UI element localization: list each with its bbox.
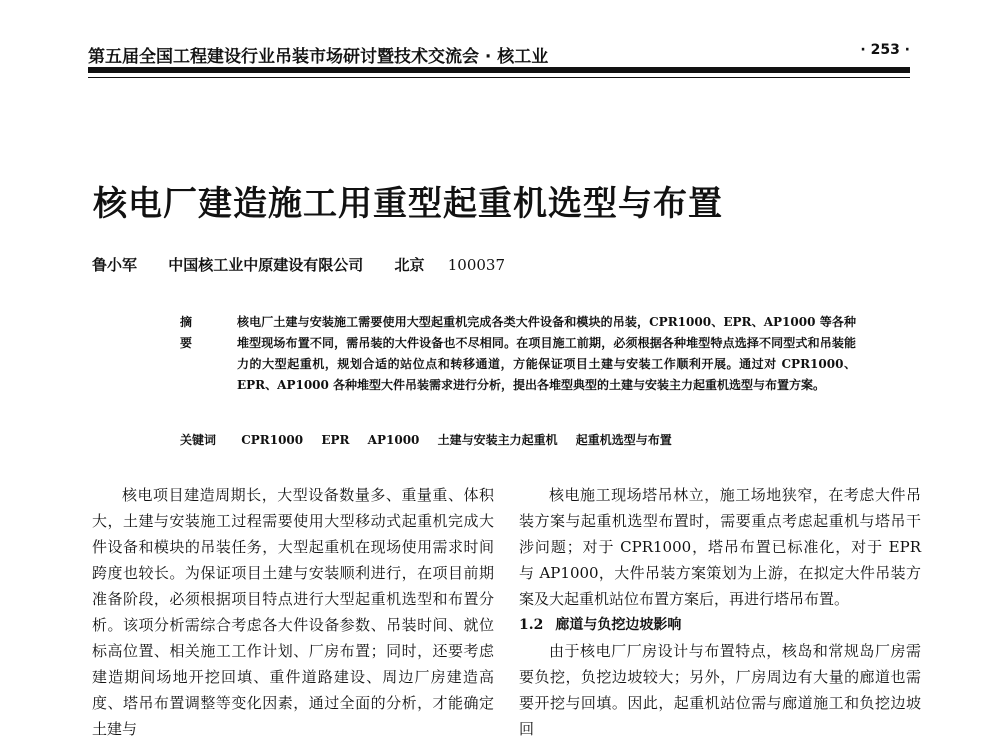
abstract [180, 312, 856, 396]
author-organization: 中国核工业中原建设有限公司 [168, 256, 364, 274]
section-heading-text: 廊道与负挖边坡影响 [555, 617, 682, 633]
keyword: 起重机选型与布置 [575, 433, 672, 447]
running-title: 第五届全国工程建设行业吊装市场研讨暨技术交流会 · 核工业 [88, 47, 549, 67]
article-title: 核电厂建造施工用重型起重机选型与布置 [93, 184, 723, 224]
keyword: AP1000 [367, 433, 420, 447]
author-name: 鲁小军 [92, 256, 138, 274]
running-header [88, 42, 910, 66]
keyword: CPR1000 [241, 433, 304, 447]
header-rule-thick [88, 67, 910, 73]
keywords [180, 431, 686, 448]
keyword: 土建与安装主力起重机 [437, 433, 558, 447]
body-paragraph: 核电施工现场塔吊林立，施工场地狭窄，在考虑大件吊装方案与起重机选型布置时，需要重点考虑起重机与塔吊干涉问题；对于 CPR1000，塔吊布置已标准化，对于 EPR 与 AP1000，大件吊装方案策划为上游，在拟定大件吊装方案及大起重机站位布置方案后，再进行塔吊布置。 [519, 486, 921, 608]
abstract-text: 核电厂土建与安装施工需要使用大型起重机完成各类大件设备和模块的吊装，CPR1000、EPR、AP1000 等各种堆型现场布置不同，需吊装的大件设备也不尽相同。在项目施工前期，必须根据各种堆型特点选择不同型式和吊装能力的大型起重机，规划合适的站位点和转移通道，方能保证项目土建与安装工作顺利开展。通过对 CPR1000、EPR、AP1000 各种堆型大件吊装需求进行分析，提出各堆型典型的土建与安装主力起重机选型与布置方案。 [237, 315, 856, 392]
body-column-right [519, 482, 921, 742]
author-city: 北京 [394, 256, 425, 274]
section-heading [519, 612, 921, 638]
abstract-label: 摘 要 [180, 315, 201, 350]
byline [92, 254, 505, 275]
keyword: EPR [321, 433, 350, 447]
page-number: · 253 · [860, 42, 910, 58]
body-paragraph: 核电项目建造周期长，大型设备数量多、重量重、体积大，土建与安装施工过程需要使用大型移动式起重机完成大件设备和模块的吊装任务，大型起重机在现场使用需求时间跨度也较长。为保证项目土建与安装顺利进行，在项目前期准备阶段，必须根据项目特点进行大型起重机选型和布置分析。该项分析需综合考虑各大件设备参数、吊装时间、就位标高位置、相关施工工作计划、厂房布置；同时，还要考虑建造期间场地开挖回填、重件道路建设、周边厂房建造高度、塔吊布置调整等变化因素，通过全面的分析，才能确定土建与 [92, 486, 494, 738]
keywords-label: 关键词 [180, 433, 217, 447]
postal-code: 100037 [447, 256, 506, 274]
section-number: 1.2 [519, 617, 544, 633]
body-column-left [92, 482, 494, 742]
header-rule-thin [88, 77, 910, 78]
body-paragraph: 由于核电厂厂房设计与布置特点，核岛和常规岛厂房需要负挖，负挖边坡较大；另外，厂房周边有大量的廊道也需要开挖与回填。因此，起重机站位需与廊道施工和负挖边坡回 [519, 642, 921, 738]
